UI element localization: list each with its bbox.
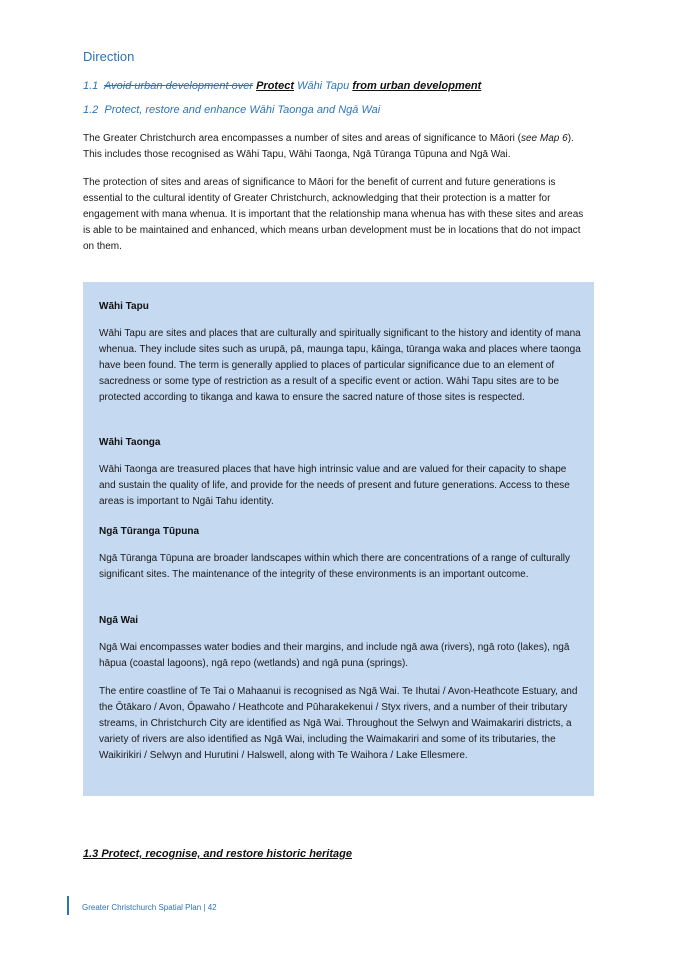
intro-paragraph-2: The protection of sites and areas of significance to Māori for the benefit of current and future generations is essential to the cultural identity of Greater Christchurch, acknowledging that their protection is a matter for engagement with mana whenua. It is important that the relationship mana whenua has with these sites and areas is able to be maintained and enhanced, which means urban development must be in locations that do not impact on them. xyxy=(83,177,584,252)
direction-item-1-1 xyxy=(83,80,481,92)
section-heading-1-3: 1.3 Protect, recognise, and restore historic heritage xyxy=(83,848,352,860)
inserted-text-start: Protect xyxy=(256,80,294,92)
item-number: 1.2 xyxy=(83,104,99,116)
struck-text: Avoid urban development over xyxy=(104,80,254,92)
box-text-nga-wai-1: Ngā Wai encompasses water bodies and their margins, and include ngā awa (rivers), ngā roto (lakes), ngā hāpua (coastal lagoons), ngā repo (wetlands) and ngā puna (springs). xyxy=(99,642,570,669)
inserted-text-end: from urban development xyxy=(352,80,482,92)
box-heading-wahi-tapu: Wāhi Tapu xyxy=(99,301,149,312)
footer-accent-bar xyxy=(67,896,69,915)
box-text-turanga-tupuna: Ngā Tūranga Tūpuna are broader landscapes within which there are concentrations of a range of culturally significant sites. The maintenance of the integrity of these environments is an important outcome. xyxy=(99,553,571,580)
box-text-wahi-taonga: Wāhi Taonga are treasured places that have high intrinsic value and are valued for their capacity to shape and sustain the quality of life, and provide for the needs of present and future generations. Access to these areas is important to Ngāi Tahu identity. xyxy=(99,464,570,507)
section-heading-direction: Direction xyxy=(83,49,135,64)
item-middle-text: Wāhi Tapu xyxy=(297,80,350,92)
intro-paragraph-1 xyxy=(83,131,593,163)
box-heading-nga-wai: Ngā Wai xyxy=(99,615,139,626)
direction-item-1-2 xyxy=(83,104,380,116)
box-heading-wahi-taonga: Wāhi Taonga xyxy=(99,437,161,448)
intro-p1-before: The Greater Christchurch area encompasses a number of sites and areas of significance to Māori ( xyxy=(83,133,521,144)
item-text: Protect, restore and enhance Wāhi Taonga and Ngā Wai xyxy=(104,104,381,116)
box-heading-turanga-tupuna: Ngā Tūranga Tūpuna xyxy=(99,526,199,537)
intro-p1-after: ). This includes those recognised as Wāhi Tapu, Wāhi Taonga, Ngā Tūranga Tūpuna and Ngā Wai. xyxy=(83,133,574,160)
box-text-nga-wai-2: The entire coastline of Te Tai o Mahaanui is recognised as Ngā Wai. Te Ihutai / Avon-Heathcote Estuary, and the Ōtākaro / Avon, Ōpawaho / Heathcote and Pūharakekenui / Styx rivers, and a number of their tributary streams, in Christchurch City are identified as Ngā Wai. Throughout the Selwyn and Waimakariri districts, a variety of rivers are also identified as Ngā Wai, including the Waimakariri and some of its tributaries, the Waikirikiri / Selwyn and Hurutini / Halswell, along with Te Waihora / Lake Ellesmere. xyxy=(99,686,578,761)
page-footer: Greater Christchurch Spatial Plan | 42 xyxy=(82,903,217,912)
box-text-wahi-tapu: Wāhi Tapu are sites and places that are culturally and spiritually significant to the history and identity of mana whenua. They include sites such as urupā, pā, maunga tapu, kāinga, tūranga waka and places where taonga have been found. The term is generally applied to places of particular significance due to an element of sacredness or some type of restriction as a result of a specific event or action. Wāhi Tapu sites are to be protected according to tikanga and kawa to ensure the sacred nature of those sites is respected. xyxy=(99,328,581,403)
item-number: 1.1 xyxy=(83,80,99,92)
map-reference: see Map 6 xyxy=(520,133,568,144)
definitions-box xyxy=(83,282,594,796)
